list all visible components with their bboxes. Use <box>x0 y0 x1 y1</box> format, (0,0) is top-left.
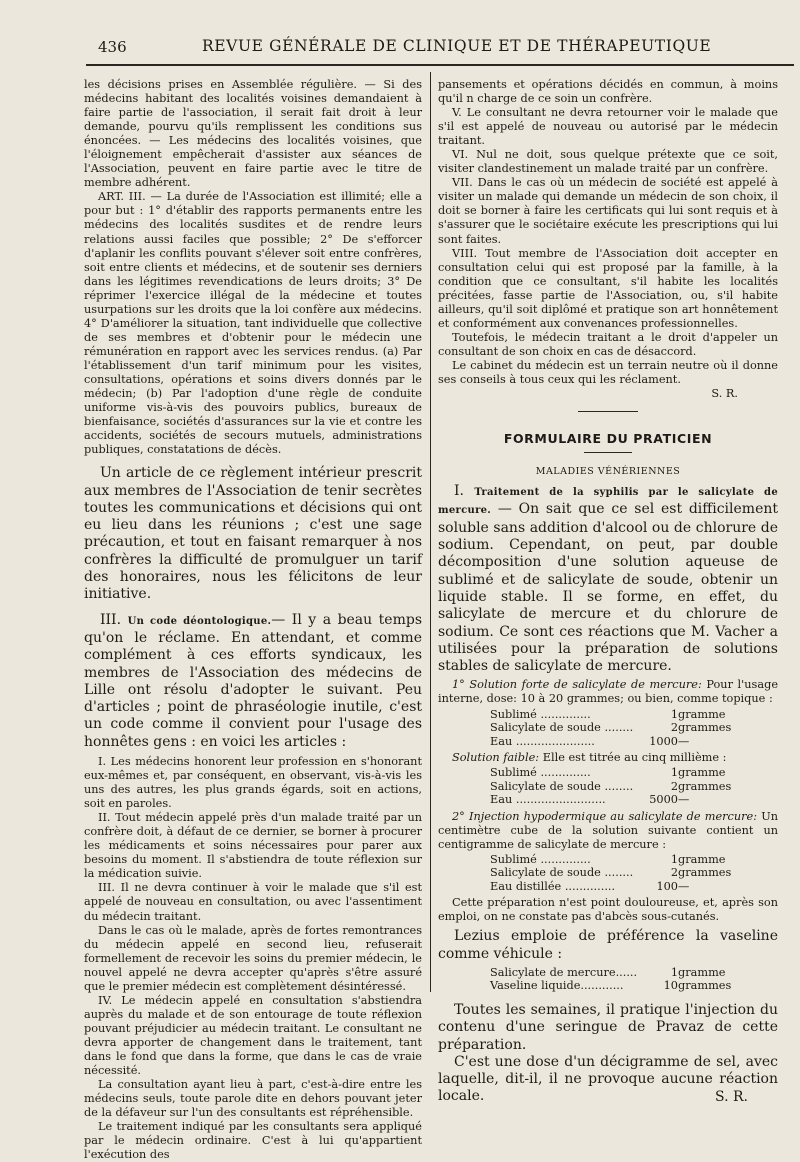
code-article: V. Le consultant ne devra retourner voir le malade que s'il est appelé de nouveau ou autorisé par le médecin traitant. <box>438 106 778 148</box>
signature: S. R. <box>715 1088 748 1105</box>
ingredient-unit: grammes <box>678 721 732 735</box>
solution-faible-label: Solution faible: <box>452 751 540 765</box>
ingredient-name: Sublimé .............. <box>490 707 591 721</box>
ingredient-name: Vaseline liquide............ <box>490 979 624 993</box>
item-title: Traitement de la syphilis par le salicylate de mercure. <box>438 487 779 517</box>
ingredient-unit: gramme <box>678 707 726 721</box>
recipe-row <box>490 721 778 735</box>
ingredient-name: Salicylate de mercure...... <box>490 965 638 979</box>
recipe-table <box>490 966 778 993</box>
code-article: La consultation ayant lieu à part, c'est-à-dire entre les médecins seuls, toute parole dite en dehors pouvant jeter de la défaveur sur l'un des consultants est répréhensible. <box>84 1078 422 1120</box>
article-3-paragraph: ART. III. — La durée de l'Association est illimité; elle a pour but : 1° d'établir des rapports permanents entre les médecins des localités susdites et de rendre leurs relations aussi faciles que possible; 2° De s'efforcer d'aplanir les conflits pouvant s'élever soit entre confrères, soit entre clients et médecins, et de soutenir ses derniers dans les légitimes revendications de leurs droits; 3° De réprimer l'exercice illégal de la médecine et toutes usurpations sur les droits que la loi confère aux médecins. 4° D'améliorer la situation, tant individuelle que collective de ses membres et d'obtenir pour le médecin une rémunération en rapport avec les services rendus. (a) Par l'établissement d'un tarif minimum pour les visites, consultations, opérations et soins divers donnés par le médecin; (b) Par l'adoption d'une règle de conduite uniforme vis-à-vis des pouvoirs publics, bureaux de bienfaisance, sociétés d'assurances sur la vie et contre les accidents, sociétés de secours mutuels, administrations publiques, constatations de décès. <box>84 190 422 457</box>
solution-1-label: 1° Solution forte de salicylate de mercure: <box>452 678 702 692</box>
continuation-paragraph: pansements et opérations décidés en commun, à moins qu'il n charge de ce soin un confrère. <box>438 78 778 106</box>
ingredient-qty: 1 <box>670 707 678 721</box>
ingredient-name: Sublimé .............. <box>490 766 591 780</box>
ingredient-qty: 1 <box>670 965 678 979</box>
ingredient-unit: gramme <box>678 766 726 780</box>
title-underline <box>584 452 632 453</box>
recipe-row <box>490 880 778 894</box>
ingredient-qty: 1000 <box>649 734 678 748</box>
page-number: 436 <box>98 38 127 56</box>
ingredient-qty: 1 <box>670 852 678 866</box>
code-article: Le cabinet du médecin est un terrain neutre où il donne ses conseils à tous ceux qui les réclament. <box>438 358 778 386</box>
recipe-row <box>490 853 778 867</box>
solution-2-text: Un centimètre cube de la solution suivante contient un centigramme de salicylate de mercure : <box>438 809 778 851</box>
recipe-table <box>490 766 778 807</box>
lezius-paragraph: Lezius emploie de préférence la vaseline comme véhicule : <box>438 928 778 962</box>
ingredient-name: Salicylate de soude ........ <box>490 779 634 793</box>
code-article: VI. Nul ne doit, sous quelque prétexte que ce soit, visiter clandestinement un malade traité par un confrère. <box>438 148 778 176</box>
ingredient-name: Eau ......................... <box>490 793 606 807</box>
closing-paragraph: C'est une dose d'un décigramme de sel, avec laquelle, dit-il, il ne provoque aucune réaction locale. <box>438 1053 778 1105</box>
section-3-paragraph <box>84 612 422 751</box>
code-article: VII. Dans le cas où un médecin de société est appelé à visiter un malade qui demande un médecin de son choix, il doit se borner à faire les certificats qui lui sont requis et à s'assurer que le sociétaire exécute les prescriptions qui lui sont faites. <box>438 176 778 246</box>
code-article: II. Tout médecin appelé près d'un malade traité par un confrère doit, à défaut de ce dernier, se borner à procurer les médicaments et soins nécessaires pour parer aux besoins du moment. Il s'abstiendra de toute réflexion sur la médication suivie. <box>84 811 422 881</box>
ingredient-qty: 10 <box>663 979 678 993</box>
ingredient-qty: 100 <box>656 879 678 893</box>
section-separator <box>578 411 638 412</box>
formulaire-title: FORMULAIRE DU PRATICIEN <box>503 431 713 447</box>
section-3-text: — Il y a beau temps qu'on le réclame. En attendant, et comme complément à ces efforts syndicaux, les membres de l'Association des médecins de Lille ont résolu d'adopter le suivant. Peu d'articles ; point de phraséologie inutile, c'est un code comme il convient pour l'usage des honnêtes gens : en voici les articles : <box>84 611 423 750</box>
ingredient-name: Sublimé .............. <box>490 852 591 866</box>
ingredient-unit: grammes <box>678 866 732 880</box>
header-rule <box>86 64 794 66</box>
recipe-table <box>490 708 778 749</box>
ingredient-name: Eau distillée .............. <box>490 879 616 893</box>
recipe-row <box>490 979 778 993</box>
code-article: Toutefois, le médecin traitant a le droit d'appeler un consultant de son choix en cas de désaccord. <box>438 330 778 358</box>
code-article: III. Il ne devra continuer à voir le malade que s'il est appelé de nouveau en consultation, ou avec l'assentiment du médecin traitant. <box>84 881 422 923</box>
commentary-paragraph: Un article de ce règlement intérieur prescrit aux membres de l'Association de tenir secrètes toutes les communications et décisions qui ont eu lieu dans les réunions ; c'est une sage précaution, et tout en faisant remarquer à nos confrères la difficulté de promulguer un tarif des honoraires, nous les félicitons de leur initiative. <box>84 465 422 603</box>
recipe-row <box>490 793 778 807</box>
solution-faible-paragraph <box>438 751 778 765</box>
ingredient-qty: 2 <box>670 721 678 735</box>
item-number: I. <box>454 483 464 500</box>
ingredient-unit: — <box>678 734 690 748</box>
code-article: I. Les médecins honorent leur profession en s'honorant eux-mêmes et, par conséquent, en observant, vis-à-vis les uns des autres, les plus grands égards, soit en actions, soit en paroles. <box>84 755 422 811</box>
formulaire-subtitle: MALADIES VÉNÉRIENNES <box>535 466 681 478</box>
code-article: IV. Le médecin appelé en consultation s'abstiendra auprès du malade et de son entourage de toute réflexion pouvant préjudicier au médecin traitant. Le consultant ne devra apporter de changement dans le traitement, tant dans le fond que dans la forme, que dans le cas de vraie nécessité. <box>84 993 422 1078</box>
ingredient-unit: grammes <box>678 979 732 993</box>
solution-2-paragraph <box>438 810 778 852</box>
left-column <box>84 78 422 1162</box>
closing-paragraph: Toutes les semaines, il pratique l'injection du contenu d'une seringue de Pravaz de cette préparation. <box>438 1001 778 1053</box>
solution-1-text: Pour l'usage interne, dose: 10 à 20 grammes; ou bien, comme topique : <box>438 678 779 706</box>
code-article: VIII. Tout membre de l'Association doit accepter en consultation celui qui est proposé par la famille, à la condition que ce consultant, s'il habite les localités précitées, fasse partie de l'Association, ou, s'il habite ailleurs, qu'il soit diplômé et pratique son art honnêtement et conformément aux convenances professionnelles. <box>438 246 778 330</box>
code-article: Le traitement indiqué par les consultants sera appliqué par le médecin ordinaire. C'est à lui qu'appartient l'exécution des <box>84 1120 422 1162</box>
ingredient-unit: grammes <box>678 779 732 793</box>
section-3-number: III. <box>100 611 122 628</box>
ingredient-qty: 2 <box>670 779 678 793</box>
ingredient-name: Salicylate de soude ........ <box>490 721 634 735</box>
recipe-row <box>490 708 778 722</box>
ingredient-name: Salicylate de soude ........ <box>490 866 634 880</box>
recipe-row <box>490 966 778 980</box>
running-title: REVUE GÉNÉRALE DE CLINIQUE ET DE THÉRAPEUTIQUE <box>202 37 712 55</box>
signature: S. R. <box>711 387 738 401</box>
ingredient-name: Eau ...................... <box>490 734 595 748</box>
solution-faible-text: Elle est titrée au cinq millième : <box>542 751 727 765</box>
right-column <box>438 78 778 1104</box>
ingredient-qty: 1 <box>670 766 678 780</box>
recipe-row <box>490 735 778 749</box>
ingredient-qty: 2 <box>670 866 678 880</box>
ingredient-unit: gramme <box>678 965 726 979</box>
section-3-title: Un code déontologique. <box>127 615 272 627</box>
continuation-paragraph: les décisions prises en Assemblée régulière. — Si des médecins habitant des localités voisines demandaient à faire partie de l'association, il serait fait droit à leur demande, pourvu qu'ils remplissent les conditions sus énoncées. — Les médecins des localités voisines, que l'éloignement empêcherait d'assister aux séances de l'Association, peuvent en faire partie avec le titre de membre adhérent. <box>84 78 422 190</box>
recipe-row <box>490 766 778 780</box>
column-divider <box>430 72 431 992</box>
solution-2-label: 2° Injection hypodermique au salicylate de mercure: <box>452 809 758 823</box>
recipe-row <box>490 866 778 880</box>
solution-1-paragraph <box>438 678 778 706</box>
code-article: Dans le cas où le malade, après de fortes remontrances du médecin appelé en second lieu, refuserait formellement de recevoir les soins du premier médecin, le nouvel appelé ne devra accepter qu'après s'être assuré que le premier médecin est complètement désintéressé. <box>84 923 422 993</box>
recipe-table <box>490 853 778 894</box>
formulaire-intro <box>438 483 778 675</box>
ingredient-unit: — <box>678 793 690 807</box>
intro-text: — On sait que ce sel est difficilement soluble sans addition d'alcool ou de chlorure de sodium. Cependant, on peut, par double décomposition d'une solution aqueuse de sublimé et de salicylate de soude, obtenir un liquide stable. Il se forme, en effet, du salicylate de mercure et du chlorure de sodium. Ce sont ces réactions que M. Vacher a utilisées pour la préparation de solutions stables de salicylate de mercure. <box>438 501 778 675</box>
ingredient-unit: — <box>678 879 690 893</box>
ingredient-unit: gramme <box>678 852 726 866</box>
page-header <box>84 34 784 58</box>
recipe-row <box>490 780 778 794</box>
ingredient-qty: 5000 <box>649 793 678 807</box>
note-paragraph: Cette préparation n'est point douloureuse, et, après son emploi, on ne constate pas d'abcès sous-cutanés. <box>438 896 778 924</box>
